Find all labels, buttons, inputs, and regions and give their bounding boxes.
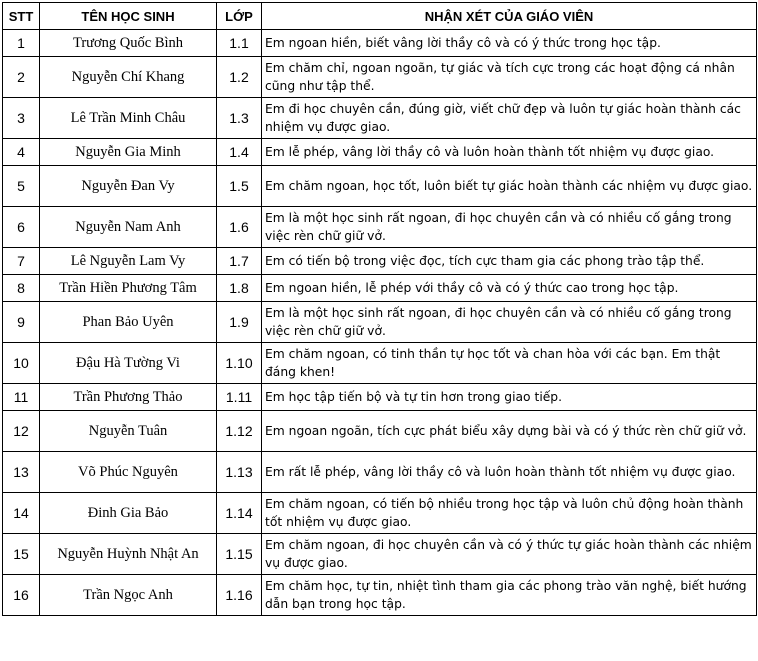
cell-stt: 11 bbox=[3, 384, 40, 411]
cell-comment: Em chăm ngoan, đi học chuyên cần và có ý thức tự giác hoàn thành các nhiệm vụ được giao. bbox=[262, 534, 757, 575]
cell-class: 1.16 bbox=[217, 575, 262, 616]
cell-student-name: Lê Trần Minh Châu bbox=[40, 98, 217, 139]
cell-class: 1.7 bbox=[217, 248, 262, 275]
cell-student-name: Lê Nguyễn Lam Vy bbox=[40, 248, 217, 275]
cell-class: 1.2 bbox=[217, 57, 262, 98]
cell-stt: 12 bbox=[3, 411, 40, 452]
cell-class: 1.15 bbox=[217, 534, 262, 575]
table-row bbox=[3, 166, 757, 207]
cell-comment: Em chăm chỉ, ngoan ngoãn, tự giác và tích cực trong các hoạt động cá nhân cũng như tập thể. bbox=[262, 57, 757, 98]
cell-student-name: Trần Phương Thảo bbox=[40, 384, 217, 411]
table-row bbox=[3, 248, 757, 275]
cell-stt: 7 bbox=[3, 248, 40, 275]
table-row bbox=[3, 411, 757, 452]
student-comments-table bbox=[2, 2, 757, 616]
cell-comment: Em lễ phép, vâng lời thầy cô và luôn hoàn thành tốt nhiệm vụ được giao. bbox=[262, 139, 757, 166]
cell-comment: Em học tập tiến bộ và tự tin hơn trong giao tiếp. bbox=[262, 384, 757, 411]
table-row bbox=[3, 57, 757, 98]
cell-comment: Em ngoan hiền, biết vâng lời thầy cô và có ý thức trong học tập. bbox=[262, 30, 757, 57]
cell-class: 1.9 bbox=[217, 302, 262, 343]
cell-comment: Em là một học sinh rất ngoan, đi học chuyên cần và có nhiều cố gắng trong việc rèn chữ giữ vở. bbox=[262, 302, 757, 343]
table-row bbox=[3, 534, 757, 575]
header-teacher-comment: NHẬN XÉT CỦA GIÁO VIÊN bbox=[262, 3, 757, 30]
cell-stt: 14 bbox=[3, 493, 40, 534]
cell-student-name: Võ Phúc Nguyên bbox=[40, 452, 217, 493]
table-row bbox=[3, 207, 757, 248]
cell-comment: Em ngoan ngoãn, tích cực phát biểu xây dựng bài và có ý thức rèn chữ giữ vở. bbox=[262, 411, 757, 452]
table-row bbox=[3, 493, 757, 534]
cell-student-name: Đinh Gia Bảo bbox=[40, 493, 217, 534]
cell-stt: 8 bbox=[3, 275, 40, 302]
cell-student-name: Trần Hiền Phương Tâm bbox=[40, 275, 217, 302]
cell-class: 1.11 bbox=[217, 384, 262, 411]
cell-student-name: Nguyễn Tuân bbox=[40, 411, 217, 452]
cell-stt: 6 bbox=[3, 207, 40, 248]
table-row bbox=[3, 139, 757, 166]
cell-comment: Em chăm học, tự tin, nhiệt tình tham gia các phong trào văn nghệ, biết hướng dẫn bạn trong học tập. bbox=[262, 575, 757, 616]
header-class: LỚP bbox=[217, 3, 262, 30]
cell-class: 1.14 bbox=[217, 493, 262, 534]
table-row bbox=[3, 302, 757, 343]
cell-student-name: Phan Bảo Uyên bbox=[40, 302, 217, 343]
table-row bbox=[3, 575, 757, 616]
cell-class: 1.3 bbox=[217, 98, 262, 139]
cell-student-name: Trương Quốc Bình bbox=[40, 30, 217, 57]
cell-student-name: Nguyễn Nam Anh bbox=[40, 207, 217, 248]
cell-comment: Em ngoan hiền, lễ phép với thầy cô và có ý thức cao trong học tập. bbox=[262, 275, 757, 302]
cell-comment: Em đi học chuyên cần, đúng giờ, viết chữ đẹp và luôn tự giác hoàn thành các nhiệm vụ được giao. bbox=[262, 98, 757, 139]
cell-comment: Em chăm ngoan, có tinh thần tự học tốt và chan hòa với các bạn. Em thật đáng khen! bbox=[262, 343, 757, 384]
cell-comment: Em chăm ngoan, có tiến bộ nhiều trong học tập và luôn chủ động hoàn thành tốt nhiệm vụ được giao. bbox=[262, 493, 757, 534]
cell-stt: 1 bbox=[3, 30, 40, 57]
cell-student-name: Đậu Hà Tường Vi bbox=[40, 343, 217, 384]
cell-comment: Em chăm ngoan, học tốt, luôn biết tự giác hoàn thành các nhiệm vụ được giao. bbox=[262, 166, 757, 207]
cell-student-name: Nguyễn Chí Khang bbox=[40, 57, 217, 98]
cell-comment: Em là một học sinh rất ngoan, đi học chuyên cần và có nhiều cố gắng trong việc rèn chữ giữ vở. bbox=[262, 207, 757, 248]
cell-class: 1.8 bbox=[217, 275, 262, 302]
cell-class: 1.10 bbox=[217, 343, 262, 384]
cell-class: 1.6 bbox=[217, 207, 262, 248]
cell-student-name: Nguyễn Huỳnh Nhật An bbox=[40, 534, 217, 575]
table-row bbox=[3, 275, 757, 302]
cell-stt: 5 bbox=[3, 166, 40, 207]
cell-class: 1.13 bbox=[217, 452, 262, 493]
cell-comment: Em rất lễ phép, vâng lời thầy cô và luôn hoàn thành tốt nhiệm vụ được giao. bbox=[262, 452, 757, 493]
cell-stt: 3 bbox=[3, 98, 40, 139]
cell-student-name: Trần Ngọc Anh bbox=[40, 575, 217, 616]
cell-stt: 13 bbox=[3, 452, 40, 493]
cell-stt: 9 bbox=[3, 302, 40, 343]
table-row bbox=[3, 98, 757, 139]
cell-student-name: Nguyễn Đan Vy bbox=[40, 166, 217, 207]
cell-class: 1.4 bbox=[217, 139, 262, 166]
header-stt: STT bbox=[3, 3, 40, 30]
cell-class: 1.1 bbox=[217, 30, 262, 57]
cell-comment: Em có tiến bộ trong việc đọc, tích cực tham gia các phong trào tập thể. bbox=[262, 248, 757, 275]
header-row bbox=[3, 3, 757, 30]
cell-stt: 4 bbox=[3, 139, 40, 166]
cell-stt: 16 bbox=[3, 575, 40, 616]
table-row bbox=[3, 384, 757, 411]
header-student-name: TÊN HỌC SINH bbox=[40, 3, 217, 30]
cell-class: 1.5 bbox=[217, 166, 262, 207]
table-row bbox=[3, 452, 757, 493]
table-row bbox=[3, 343, 757, 384]
table-row bbox=[3, 30, 757, 57]
cell-class: 1.12 bbox=[217, 411, 262, 452]
cell-stt: 10 bbox=[3, 343, 40, 384]
cell-stt: 15 bbox=[3, 534, 40, 575]
cell-student-name: Nguyễn Gia Minh bbox=[40, 139, 217, 166]
cell-stt: 2 bbox=[3, 57, 40, 98]
